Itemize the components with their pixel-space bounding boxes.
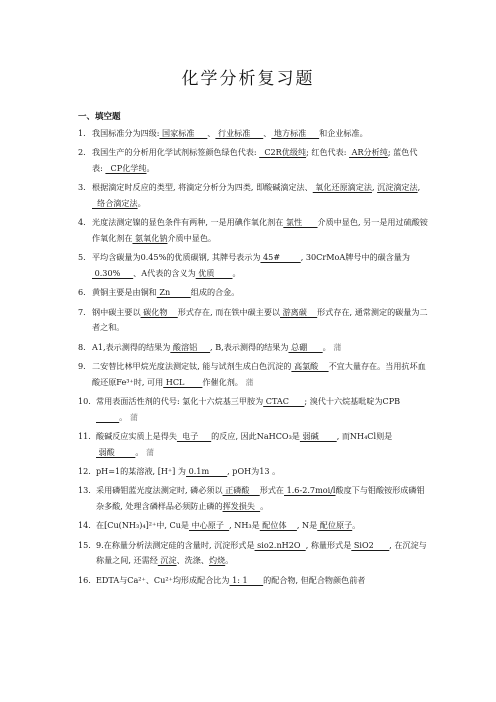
- question-text: 常用表面活性剂的代号: 氯化十六烷基三甲胺为: [96, 396, 264, 407]
- question-text: , B,表示测得的结果为: [210, 341, 289, 352]
- question-text: 。: [322, 341, 331, 352]
- question-text: , 30CrMoA牌号中的碳含量为: [300, 252, 410, 263]
- answer-blank: 行业标准: [215, 128, 264, 138]
- page-title: 化学分析复习题: [181, 69, 315, 89]
- question-text: 。: [225, 555, 234, 566]
- question-text: 不宜大量存在。当用抗坏血酸还原Fe³⁺时, 可用: [92, 361, 426, 387]
- question-number: 1.: [78, 128, 86, 138]
- question-text: , 而NH₄Cl则是: [336, 431, 393, 442]
- question-number: 10.: [78, 396, 91, 407]
- answer-blank: Zn: [156, 287, 191, 298]
- question-text: , NH₃是: [229, 520, 260, 531]
- question-item: [78, 145, 428, 176]
- question-text: 、洗涤、: [176, 555, 209, 566]
- answer-blank: [96, 412, 119, 422]
- margin-mark: 蒲: [242, 376, 254, 387]
- question-text: 、A代表的含义为: [133, 267, 196, 278]
- answer-blank: 氨氧化钠: [132, 232, 168, 243]
- answer-blank: 配位原子: [317, 520, 353, 531]
- question-text: 。: [352, 520, 361, 531]
- answer-blank: 酸溶铝: [170, 341, 211, 352]
- question-item: [78, 518, 428, 534]
- answer-blank: 优质: [195, 267, 233, 278]
- question-item: [78, 464, 428, 480]
- question-number: 15.: [78, 539, 91, 550]
- answer-blank: 灼烧: [208, 555, 226, 566]
- question-item: [78, 394, 428, 425]
- question-number: 2.: [78, 147, 86, 158]
- question-text: 酸碱反应实质上是得失: [96, 431, 177, 442]
- margin-mark: 蒲: [330, 341, 342, 352]
- question-text: ,: [371, 182, 378, 193]
- question-number: 5.: [78, 252, 86, 263]
- question-text: 平均含碳量为0.45%的优质碳钢, 其牌号表示为: [92, 252, 261, 263]
- question-text: 钢中碳主要以: [92, 306, 141, 317]
- question-text: pH=1的某溶液, [H⁺] 为: [96, 466, 187, 477]
- question-item: [78, 180, 428, 211]
- answer-blank: 碳化物: [140, 306, 178, 317]
- answer-blank: SiO2: [351, 539, 390, 550]
- answer-blank: 总硼: [288, 341, 323, 352]
- margin-mark: 蒲: [127, 411, 138, 422]
- question-number: 7.: [78, 306, 86, 317]
- answer-blank: 游离碳: [280, 306, 318, 317]
- question-text: 组成的合金。: [190, 287, 240, 298]
- answer-blank: 氯性: [283, 217, 318, 228]
- question-text: ; 溴代十六烷基吡啶为CPB: [304, 396, 401, 407]
- question-item: [78, 359, 428, 390]
- answer-blank: 中心原子: [189, 520, 230, 531]
- question-text: 我国生产的分析用化学试剂标签颜色绿色代表:: [92, 147, 260, 158]
- answer-blank: 氧化还原滴定法: [312, 182, 372, 193]
- question-item: [78, 285, 428, 301]
- question-item: [78, 340, 428, 356]
- answer-blank: 国家标准: [159, 128, 208, 138]
- question-number: 3.: [78, 182, 86, 193]
- question-text: 、: [207, 128, 216, 138]
- question-text: , N是: [296, 520, 318, 531]
- answer-blank: 45#: [260, 252, 301, 263]
- question-number: 9.: [78, 361, 86, 372]
- question-text: 。: [260, 501, 269, 512]
- question-text: 根据滴定时反应的类型, 将滴定分析分为四类, 即酸碱滴定法、: [92, 182, 313, 193]
- answer-blank: CP化学纯: [105, 162, 147, 173]
- question-text: 。: [119, 411, 128, 422]
- question-text: 二安替比林甲烷光度法测定钛, 能与试剂生成白色沉淀的: [92, 361, 292, 372]
- question-text: 形式在: [259, 485, 285, 496]
- question-number: 4.: [78, 217, 86, 228]
- question-number: 6.: [78, 287, 86, 298]
- answer-blank: 正磷酸: [222, 485, 260, 496]
- question-number: 8.: [78, 341, 86, 352]
- question-text: 9.在称量分析法测定硅的含量时, 沉淀形式是: [96, 539, 255, 550]
- question-text: , 在沉淀与称量之间, 还需经: [96, 539, 427, 566]
- answer-blank: 挥发损失: [222, 501, 261, 512]
- answer-blank: 弱碱: [299, 431, 337, 442]
- question-item: [78, 215, 428, 246]
- question-text: 。: [135, 446, 144, 457]
- question-text: 我国标准分为四级:: [92, 128, 160, 138]
- answer-blank: 1.6-2.7moi/l: [284, 485, 336, 496]
- question-text: 和企业标准。: [319, 128, 368, 138]
- question-text: 、: [263, 128, 272, 138]
- answer-blank: 沉淀: [157, 555, 177, 566]
- answer-blank: 沉淀滴定法: [377, 182, 418, 193]
- answer-blank: C2R优级纯: [259, 147, 307, 158]
- answer-blank: 0.1m: [186, 466, 228, 477]
- question-text: 黄铜主要是由铜和: [92, 287, 157, 298]
- question-text: 在[Cu(NH₃)₄]²⁺中, Cu是: [96, 520, 190, 531]
- answer-blank: 电子: [176, 431, 212, 442]
- question-text: 光度法测定镍的显色条件有两种, 一是用碘作氧化剂在: [92, 217, 284, 228]
- question-text: 的配合物, 但配合物颜色前者: [263, 574, 366, 585]
- answer-blank: 络合滴定法: [92, 197, 138, 208]
- section-heading: 一、填空题: [78, 112, 121, 122]
- answer-blank: 弱酸: [96, 446, 136, 457]
- answer-blank: 0.30%: [92, 267, 134, 278]
- question-text: 形式存在, 通常测定的碳量为二者之和。: [92, 306, 428, 333]
- question-text: 。: [137, 197, 146, 208]
- question-text: ; 红色代表:: [306, 147, 350, 158]
- question-text: 酸度下与钼酸铵形成磷钼杂多酸, 处理含磷样品必须防止磷的: [96, 485, 425, 512]
- question-item: [78, 250, 428, 281]
- question-text: EDTA与Ca²⁺、Cu²⁺均形成配合比为: [96, 574, 230, 585]
- question-text: 作催化剂。: [202, 376, 243, 387]
- question-text: , 称量形式是: [305, 539, 352, 550]
- answer-blank: sio2.nH2O: [254, 539, 306, 550]
- question-text: 。: [232, 267, 241, 278]
- answer-blank: 地方标准: [271, 128, 320, 138]
- question-list: [78, 126, 428, 592]
- question-number: 16.: [78, 574, 91, 585]
- question-text: 介质中显色, 另一是用过硫酸铵作氧化剂在: [92, 217, 428, 243]
- answer-blank: 1: 1: [229, 574, 264, 585]
- answer-blank: AR分析纯: [349, 147, 388, 158]
- question-item: [78, 538, 428, 569]
- question-text: ; 蓝色代表:: [92, 147, 418, 173]
- answer-blank: 高氯酸: [291, 361, 329, 372]
- question-number: 14.: [78, 520, 91, 531]
- question-text: , pOH为13 。: [227, 466, 281, 477]
- question-text: 形式存在, 而在铁中碳主要以: [177, 306, 281, 317]
- question-item: [78, 483, 428, 514]
- question-item: [78, 429, 428, 460]
- answer-blank: HCL: [163, 376, 203, 387]
- question-item: [78, 126, 428, 142]
- question-number: 11.: [78, 431, 91, 442]
- answer-blank: 配位体: [259, 520, 297, 531]
- question-text: 采用磷钼蓝光度法测定时, 磷必须以: [96, 485, 223, 496]
- question-text: 介质中显色。: [167, 232, 217, 243]
- question-text: A1,表示测得的结果为: [92, 341, 171, 352]
- question-text: ,: [417, 182, 421, 193]
- question-text: 。: [146, 162, 155, 173]
- question-item: [78, 305, 428, 336]
- answer-blank: CTAC: [263, 396, 305, 407]
- question-text: 的反应, 因此NaHCO₃是: [211, 431, 300, 442]
- question-number: 13.: [78, 485, 91, 496]
- margin-mark: 蒲: [143, 446, 155, 457]
- question-number: 12.: [78, 466, 91, 477]
- question-item: [78, 573, 428, 589]
